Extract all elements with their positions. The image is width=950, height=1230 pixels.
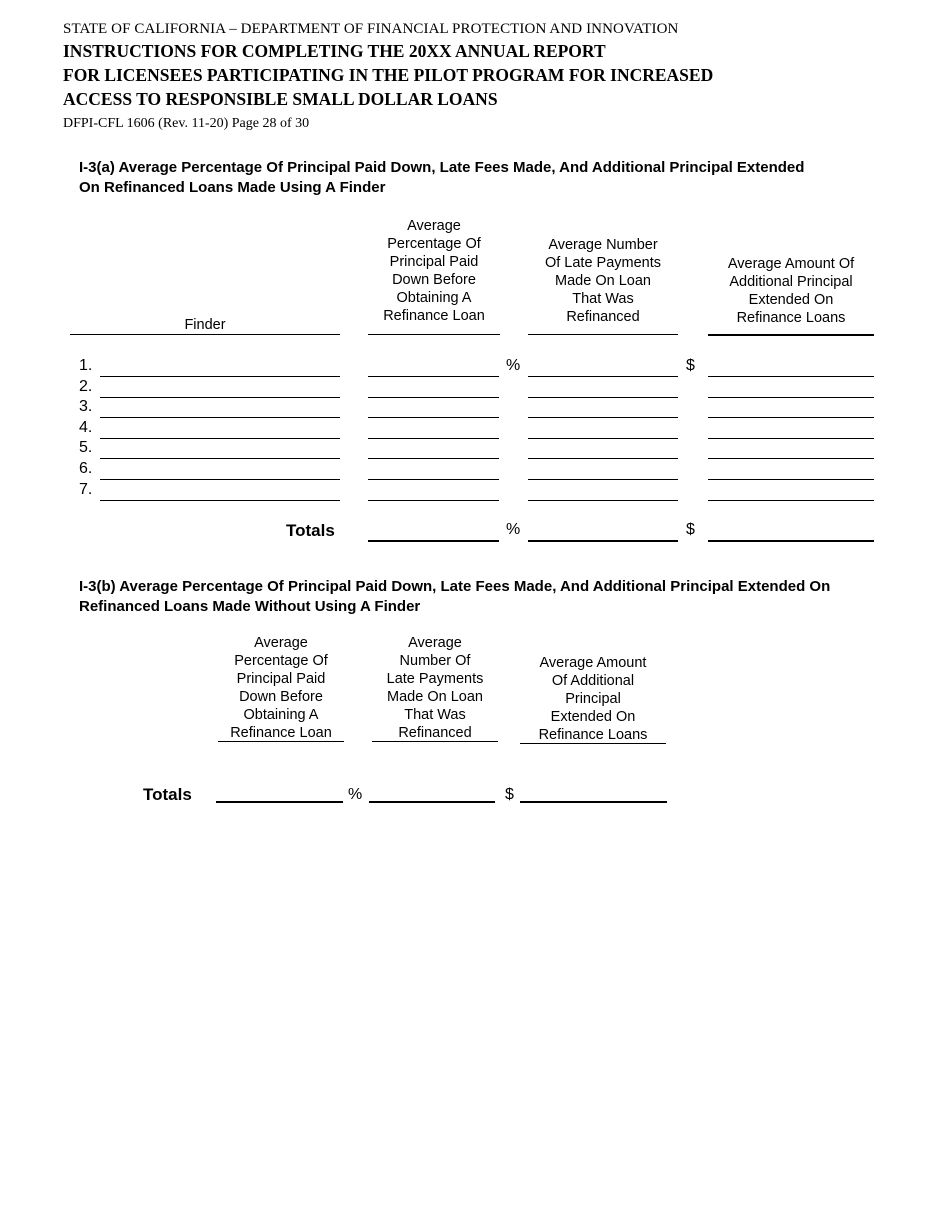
late-payments-field[interactable] (528, 438, 678, 439)
header-text: Refinance Loans (538, 727, 648, 743)
late-payments-field[interactable] (528, 458, 678, 459)
header-text: Percentage Of (234, 653, 328, 669)
column-header-late-payments (528, 236, 678, 326)
late-payments-field[interactable] (528, 500, 678, 501)
pct-paid-field[interactable] (368, 417, 499, 418)
pct-paid-field[interactable] (368, 376, 499, 377)
row-number: 6. (79, 460, 93, 477)
row-number: 1. (79, 357, 93, 374)
section-b-totals-label: Totals (143, 785, 192, 804)
late-payments-field[interactable] (528, 417, 678, 418)
section-a-total-late-field[interactable] (528, 540, 678, 542)
section-a-title-line-2: On Refinanced Loans Made Using A Finder (79, 179, 386, 196)
section-a-title (79, 158, 879, 198)
section-a-total-pct-field[interactable] (368, 540, 499, 542)
header-text: Refinanced (566, 309, 640, 325)
section-b-title-line-1: I-3(b) Average Percentage Of Principal Paid Down, Late Fees Made, And Additional Principal Extended On (79, 578, 831, 595)
header-text: Number Of (399, 653, 471, 669)
column-header-finder: Finder (184, 317, 226, 333)
late-payments-field[interactable] (528, 376, 678, 377)
add-principal-field[interactable] (708, 458, 874, 459)
dollar-symbol: $ (505, 786, 514, 803)
percent-symbol: % (506, 521, 521, 538)
section-b-title-line-2: Refinanced Loans Made Without Using A Finder (79, 598, 421, 615)
pct-paid-field[interactable] (368, 438, 499, 439)
pct-paid-field[interactable] (368, 397, 499, 398)
header-text: That Was (404, 707, 466, 723)
row-number: 4. (79, 418, 93, 436)
agency-header: STATE OF CALIFORNIA – DEPARTMENT OF FINANCIAL PROTECTION AND INNOVATION (63, 21, 679, 37)
section-a-total-amount-field[interactable] (708, 540, 874, 542)
column-header-add-principal (708, 255, 874, 327)
add-principal-field[interactable] (708, 479, 874, 480)
column-header-b-pct-paid (218, 634, 344, 742)
add-principal-field[interactable] (708, 438, 874, 439)
header-text: Percentage Of (387, 236, 481, 252)
add-principal-field[interactable] (708, 376, 874, 377)
dollar-symbol: $ (686, 521, 695, 538)
header-text: Down Before (392, 272, 476, 288)
header-text: Late Payments (386, 671, 484, 687)
row-number: 5. (79, 439, 93, 457)
header-text: That Was (572, 291, 634, 307)
section-a-title-line-1: I-3(a) Average Percentage Of Principal Paid Down, Late Fees Made, And Additional Principal Extended (79, 159, 805, 176)
header-rule-b-add-principal (520, 743, 666, 744)
add-principal-field[interactable] (708, 417, 874, 418)
header-text: Refinanced (398, 725, 472, 741)
pct-paid-field[interactable] (368, 458, 499, 459)
section-a-totals-label: Totals (286, 521, 335, 540)
header-text: Made On Loan (387, 689, 483, 705)
form-identifier: DFPI-CFL 1606 (Rev. 11-20) Page 28 of 30 (63, 116, 310, 131)
row-number: 3. (79, 398, 93, 416)
document-title-line-1: INSTRUCTIONS FOR COMPLETING THE 20XX ANNUAL REPORT (63, 41, 606, 61)
header-text: Average (407, 218, 461, 234)
header-rule-add-principal (708, 334, 874, 336)
section-b-total-pct-field[interactable] (216, 801, 343, 803)
document-title-line-3: ACCESS TO RESPONSIBLE SMALL DOLLAR LOANS (63, 89, 498, 109)
pct-paid-field[interactable] (368, 479, 499, 480)
header-rule-b-late-payments (372, 741, 498, 742)
header-text: Made On Loan (555, 273, 651, 289)
percent-symbol: % (506, 357, 521, 374)
header-text: Down Before (239, 689, 323, 705)
section-b-total-late-field[interactable] (369, 801, 495, 803)
document-title-line-2: FOR LICENSEES PARTICIPATING IN THE PILOT PROGRAM FOR INCREASED (63, 65, 714, 85)
header-text: Extended On (550, 709, 636, 725)
header-text: Average Number (548, 237, 658, 253)
finder-field[interactable] (100, 458, 340, 459)
header-text: Obtaining A (396, 290, 472, 306)
dollar-symbol: $ (686, 357, 695, 374)
header-text: Of Additional (551, 673, 635, 689)
header-text: Average (254, 635, 308, 651)
header-text: Average Amount Of (727, 256, 855, 272)
header-text: Principal (565, 691, 621, 707)
finder-field[interactable] (100, 479, 340, 480)
section-b-total-amount-field[interactable] (520, 801, 667, 803)
row-number: 2. (79, 377, 93, 395)
add-principal-field[interactable] (708, 500, 874, 501)
header-text: Refinance Loans (736, 310, 846, 326)
column-header-b-add-principal (520, 654, 666, 744)
header-text: Additional Principal (729, 274, 853, 290)
header-text: Average (408, 635, 462, 651)
header-text: Extended On (748, 292, 834, 308)
column-header-b-late-payments (372, 634, 498, 742)
header-text: Refinance Loan (383, 308, 485, 324)
header-rule-b-pct-paid (218, 741, 344, 742)
header-text: Principal Paid (389, 254, 479, 270)
finder-field[interactable] (100, 417, 340, 418)
row-number: 7. (79, 480, 93, 498)
percent-symbol: % (348, 786, 363, 803)
late-payments-field[interactable] (528, 397, 678, 398)
header-text: Average Amount (539, 655, 647, 671)
column-header-pct-paid (368, 217, 500, 325)
header-text: Principal Paid (236, 671, 326, 687)
finder-field[interactable] (100, 500, 340, 501)
header-rule-finder (70, 334, 340, 335)
finder-field[interactable] (100, 438, 340, 439)
header-text: Of Late Payments (544, 255, 662, 271)
finder-field[interactable] (100, 397, 340, 398)
section-b-title (79, 577, 879, 617)
header-text: Refinance Loan (230, 725, 332, 741)
header-text: Obtaining A (243, 707, 319, 723)
late-payments-field[interactable] (528, 479, 678, 480)
header-rule-pct-paid (368, 334, 500, 335)
header-rule-late-payments (528, 334, 678, 335)
finder-field[interactable] (100, 376, 340, 377)
pct-paid-field[interactable] (368, 500, 499, 501)
add-principal-field[interactable] (708, 397, 874, 398)
